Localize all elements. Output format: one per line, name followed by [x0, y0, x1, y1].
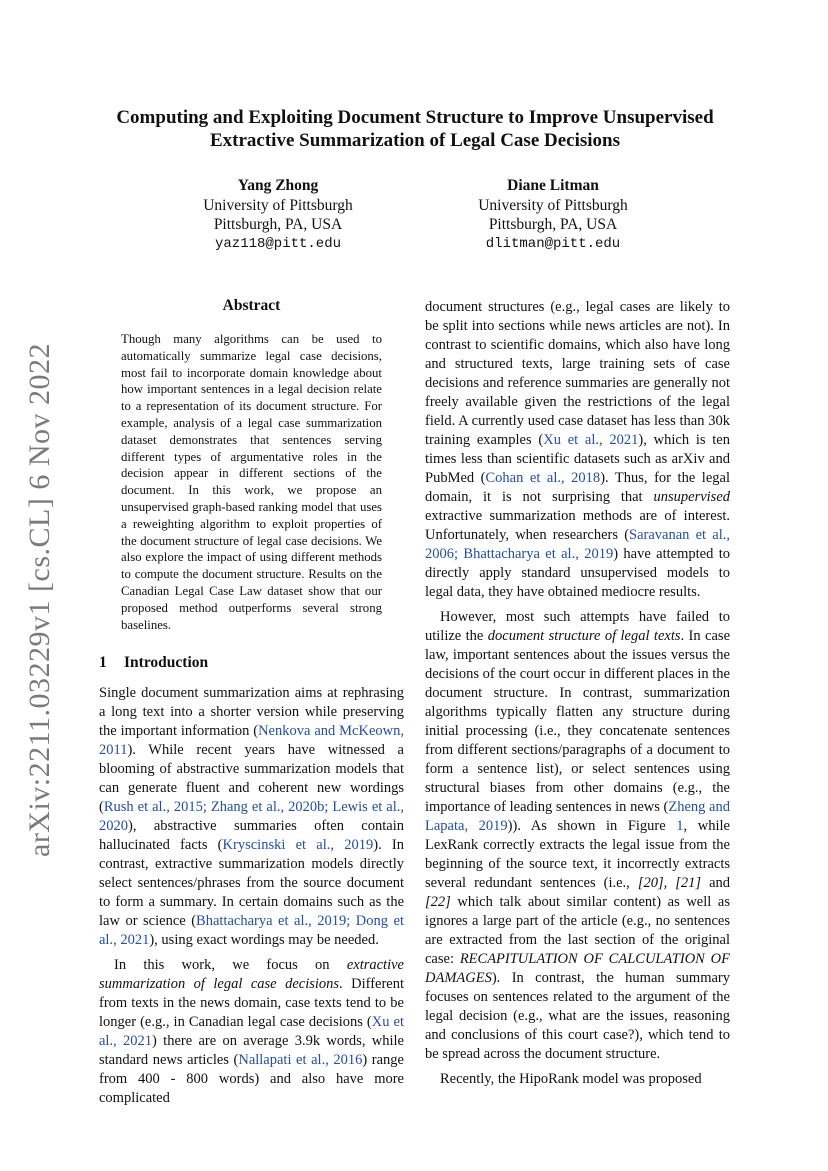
citation-link[interactable]: Cohan et al., 2018: [485, 470, 601, 486]
author-block-1: [168, 176, 388, 254]
figure-reference-link[interactable]: 1: [676, 818, 684, 834]
section-title: Introduction: [124, 654, 209, 672]
intro-paragraph-5: Recently, the HipoRank model was proposed: [440, 1071, 702, 1087]
citation-link[interactable]: Kryscinski et al., 2019: [222, 837, 374, 854]
arxiv-identifier: [18, 343, 62, 857]
left-column: [99, 296, 404, 1108]
author-email[interactable]: yaz118@pitt.edu: [214, 235, 342, 252]
citation-link[interactable]: Nallapati et al., 2016: [238, 1052, 363, 1069]
author-name: Yang Zhong: [237, 177, 319, 194]
section-heading-introduction: [99, 653, 404, 672]
right-column: [425, 298, 730, 1089]
author-location: Pittsburgh, PA, USA: [488, 216, 618, 233]
abstract-heading: Abstract: [222, 297, 281, 314]
citation-link[interactable]: Rush et al., 2015; Zhang et al., 2020b; Lewis et al., 2020: [99, 799, 404, 835]
citation-link[interactable]: Saravanan et al., 2006; Bhattacharya et al., 2019: [425, 527, 730, 562]
arxiv-identifier-text: arXiv:2211.03229v1 [cs.CL] 6 Nov 2022: [23, 343, 56, 857]
section-number: 1: [99, 654, 107, 672]
author-name: Diane Litman: [507, 177, 599, 194]
citation-link[interactable]: Bhattacharya et al., 2019; Dong et al., 2021: [99, 913, 404, 949]
intro-paragraph-1: Single document summarization aims at rephrasing a long text into a shorter version while preserving the important information (Nenkova and McKeown, 2011). While recent years have witnessed a blooming of abstractive summarization models that can generate fluent and coherent new wordings (Rush et al., 2015; Zhang et al., 2020b; Lewis et al., 2020), abstractive summaries often contain hallucinated facts (Kryscinski et al., 2019). In contrast, extractive summarization models directly select sentences/phrases from the source document to form a summary. In certain domains such as the law or science (Bhattacharya et al., 2019; Dong et al., 2021), using exact wordings may be needed.: [99, 685, 404, 949]
citation-link[interactable]: Xu et al., 2021: [543, 432, 639, 448]
intro-paragraph-2: In this work, we focus on extractive summarization of legal case decisions. Different from texts in the news domain, case texts tend to be longer (e.g., in Canadian legal case decisions (Xu et al., 2021) there are on average 3.9k words, while standard news articles (Nallapati et al., 2016) range from 400 - 800 words) and also have more complicated: [99, 957, 405, 1107]
title-line-2: Extractive Summarization of Legal Case Decisions: [209, 130, 621, 151]
author-location: Pittsburgh, PA, USA: [213, 216, 343, 233]
citation-link[interactable]: Nenkova and McKeown, 2011: [99, 723, 404, 759]
intro-paragraph-3: document structures (e.g., legal cases are likely to be split into sections while news articles are not). In contrast to scientific domains, which also have long and structured texts, large training sets of case decisions and reference summaries are generally not freely available given the restrictions of the legal field. A currently used case dataset has less than 30k training examples (Xu et al., 2021), which is ten times less than scientific datasets such as arXiv and PubMed (Cohan et al., 2018). Thus, for the legal domain, it is not surprising that unsupervised extractive summarization methods are of interest. Unfortunately, when researchers (Saravanan et al., 2006; Bhattacharya et al., 2019) have attempted to directly apply standard unsupervised models to legal data, they have obtained mediocre results.: [425, 299, 730, 600]
author-block-2: [443, 176, 663, 254]
author-affiliation: University of Pittsburgh: [478, 196, 628, 214]
abstract-text: Though many algorithms can be used to automatically summarize legal case decisions, most fail to incorporate domain knowledge about how important sentences in a legal decision relate to a representation of its document structure. For example, analysis of a legal case summarization dataset demonstrates that sentences serving different types of argumentative roles in the decision appear in different sections of the document. In this work, we propose an unsupervised graph-based ranking model that uses a reweighting algorithm to exploit properties of the document structure of legal case decisions. We also explore the impact of using different methods to compute the document structure. Results on the Canadian Legal Case Law dataset show that our proposed method outperforms several strong baselines.: [121, 332, 382, 632]
citation-link[interactable]: Xu et al., 2021: [99, 1014, 405, 1050]
intro-paragraph-4: However, most such attempts have failed to utilize the document structure of legal texts. In case law, important sentences about the issues versus the decisions of the court occur in different places in the document structure. In contrast, summarization algorithms typically flatten any structure during initial processing (i.e., they concatenate sentences from different sections/paragraphs of a document to form a sentence list), or select sentences using structural biases from other domains (e.g., the importance of leading sentences in news (Zheng and Lapata, 2019)). As shown in Figure 1, while LexRank correctly extracts the legal issue from the beginning of the source text, it incorrectly extracts several redundant sentences (i.e., [20], [21] and [22] which talk about similar content) as well as ignores a large part of the article (e.g., no sentences are extracted from the last section of the original case: RECAPITULATION OF CALCULATION OF DAMAGES). In contrast, the human summary focuses on sentences related to the argument of the legal decision (e.g., what are the issues, reasoning and conclusions of this court case?), which tend to be spread across the document structure.: [425, 609, 731, 1062]
author-email[interactable]: dlitman@pitt.edu: [485, 235, 621, 252]
title-line-1: Computing and Exploiting Document Structure to Improve Unsupervised: [116, 107, 714, 128]
paper-title: [90, 106, 740, 152]
author-affiliation: University of Pittsburgh: [203, 196, 353, 214]
citation-link[interactable]: Zheng and Lapata, 2019: [425, 799, 730, 834]
